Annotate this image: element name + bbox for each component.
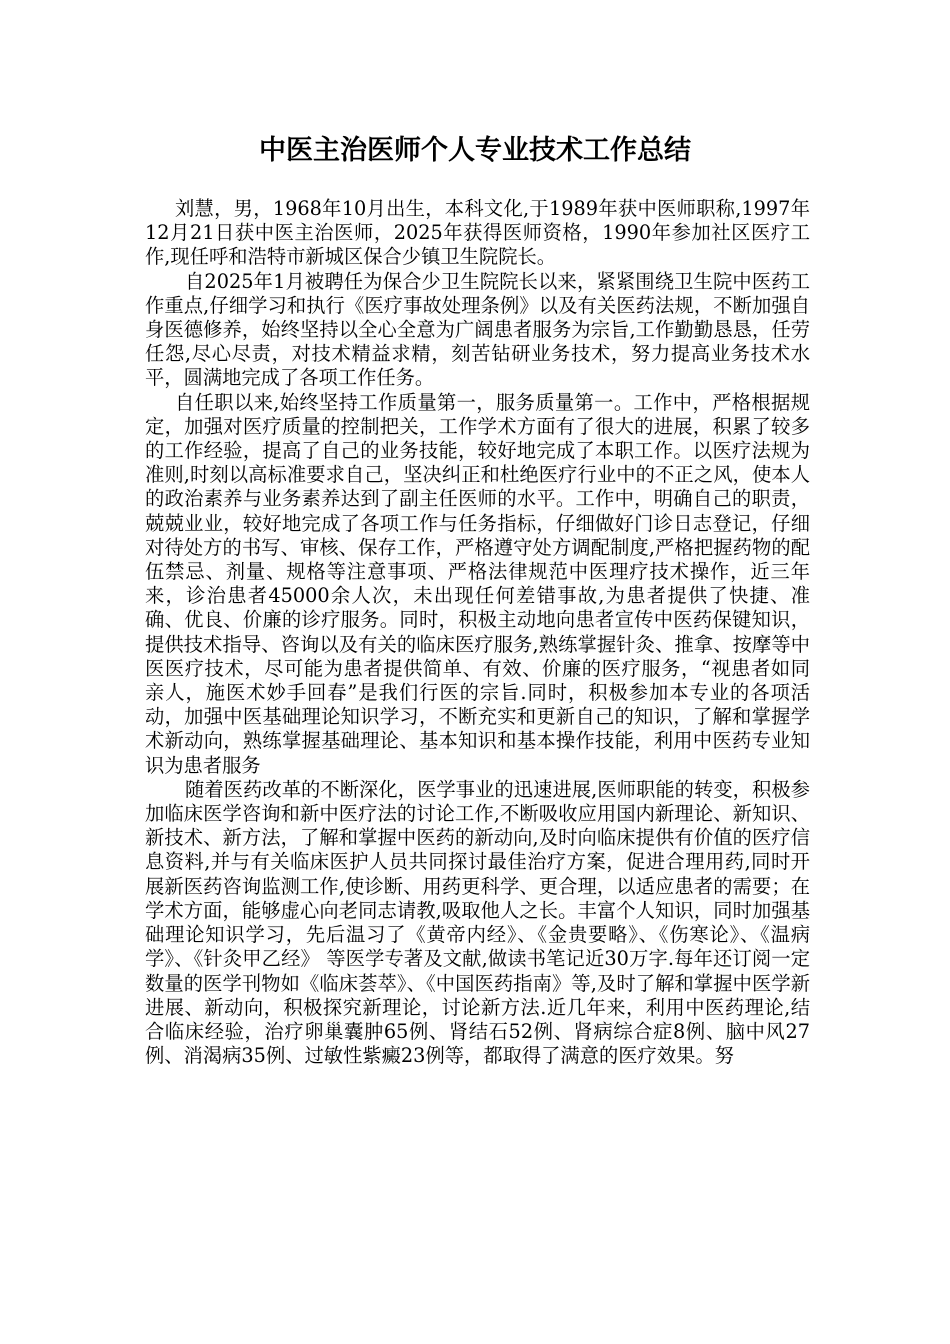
paragraph-personal-info: 刘慧，男，1968年10月出生，本科文化,于1989年获中医师职称,1997年12月21日获中医主治医师，2025年获得医师资格，1990年参加社区医疗工作,现任呼和浩特市新城区保合少镇卫生院院长。 [145, 197, 810, 269]
paragraph-academic-study: 随着医药改革的不断深化，医学事业的迅速进展,医师职能的转变，积极参加临床医学咨询和新中医疗法的讨论工作,不断吸收应用国内新理论、新知识、新技术、新方法，了解和掌握中医药的新动向,及时向临床提供有价值的医疗信息资料,并与有关临床医护人员共同探讨最佳治疗方案，促进合理用药,同时开展新医药咨询监测工作,使诊断、用药更科学、更合理，以适应患者的需要；在学术方面，能够虚心向老同志请教,吸取他人之长。丰富个人知识，同时加强基础理论知识学习，先后温习了《黄帝内经》、《金贵要略》、《伤寒论》、《温病学》、《针灸甲乙经》 等医学专著及文献,做读书笔记近30万字.每年还订阅一定数量的医学刊物如《临床荟萃》、《中国医药指南》等,及时了解和掌握中医学新进展、新动向，积极探究新理论，讨论新方法.近几年来，利用中医药理论,结合临床经验，治疗卵巢囊肿65例、肾结石52例、肾病综合症8例、脑中风27例、消渴病35例、过敏性紫癜23例等，都取得了满意的医疗效果。努 [145, 777, 810, 1068]
paragraph-work-quality: 自任职以来,始终坚持工作质量第一，服务质量第一。工作中，严格根据规定，加强对医疗质量的控制把关，工作学术方面有了很大的进展，积累了较多的工作经验，提高了自己的业务技能，较好地完成了本职工作。以医疗法规为准则,时刻以高标准要求自己，坚决纠正和杜绝医疗行业中的不正之风，使本人的政治素养与业务素养达到了副主任医师的水平。工作中，明确自己的职责，兢兢业业，较好地完成了各项工作与任务指标，仔细做好门诊日志登记，仔细对待处方的书写、审核、保存工作，严格遵守处方调配制度,严格把握药物的配伍禁忌、剂量、规格等注意事项、严格法律规范中医理疗技术操作，近三年来，诊治患者45000余人次，未出现任何差错事故,为患者提供了快捷、准确、优良、价廉的诊疗服务。同时，积极主动地向患者宣传中医药保键知识，提供技术指导、咨询以及有关的临床医疗服务,熟练掌握针灸、推拿、按摩等中医医疗技术，尽可能为患者提供简单、有效、价廉的医疗服务，“视患者如同亲人，施医术妙手回春”是我们行医的宗旨.同时，积极参加本专业的各项活动，加强中医基础理论知识学习，不断充实和更新自己的知识，了解和掌握学术新动向，熟练掌握基础理论、基本知识和基本操作技能，利用中医药专业知识为患者服务 [145, 390, 810, 777]
paragraph-appointment: 自2025年1月被聘任为保合少卫生院院长以来，紧紧围绕卫生院中医药工作重点,仔细学习和执行《医疗事故处理条例》以及有关医药法规，不断加强自身医德修养，始终坚持以全心全意为广阔患者服务为宗旨,工作勤勤恳恳，任劳任怨,尽心尽责，对技术精益求精，刻苦钻研业务技术，努力提高业务技术水平，圆满地完成了各项工作任务。 [145, 269, 810, 390]
document-title: 中医主治医师个人专业技术工作总结 [259, 135, 691, 166]
document-body [145, 197, 810, 1068]
